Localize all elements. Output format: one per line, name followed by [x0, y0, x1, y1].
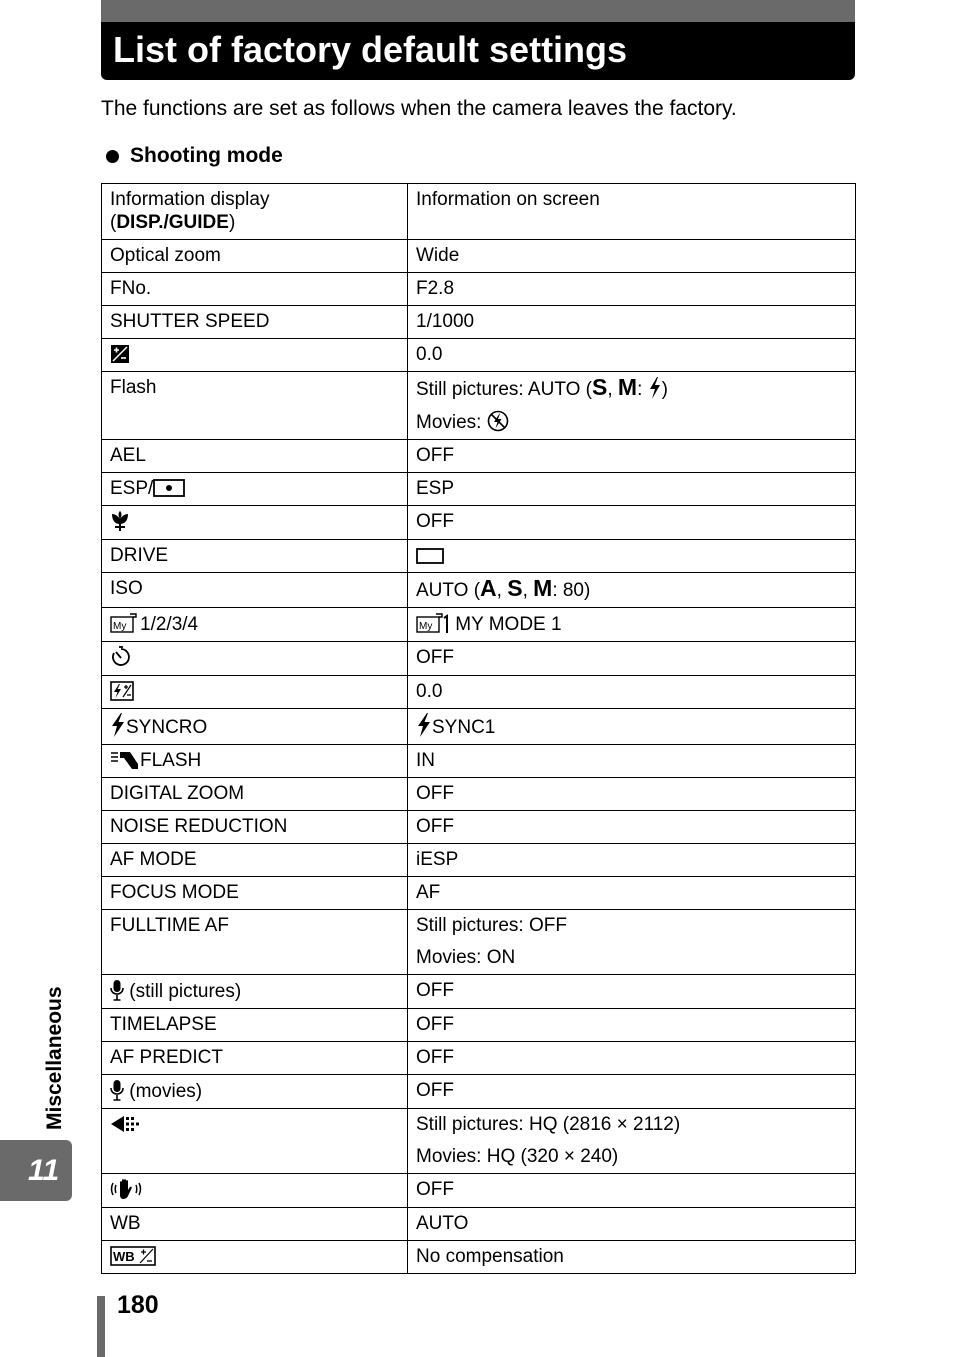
- chapter-side-label: Miscellaneous: [43, 986, 66, 1130]
- setting-value: OFF: [408, 1075, 856, 1109]
- setting-value: 1/1000: [408, 306, 856, 339]
- single-frame-icon: [416, 547, 444, 565]
- microphone-icon: [110, 979, 124, 1001]
- setting-label: DIGITAL ZOOM: [102, 778, 408, 811]
- setting-value: OFF: [408, 1042, 856, 1075]
- setting-value: OFF: [408, 778, 856, 811]
- setting-label: FNo.: [102, 273, 408, 306]
- chapter-number: 11: [28, 1154, 60, 1187]
- external-flash-icon: [110, 750, 140, 770]
- setting-value: My MY MODE 1: [408, 608, 856, 642]
- spot-metering-icon: [153, 478, 185, 498]
- setting-label: (still pictures): [102, 975, 408, 1009]
- setting-value: AF: [408, 877, 856, 910]
- exposure-compensation-icon: [110, 344, 130, 364]
- setting-label: ISO: [102, 573, 408, 608]
- setting-label: [102, 1109, 408, 1174]
- settings-table: [101, 183, 856, 1274]
- table-row: [102, 642, 856, 676]
- page-number: 180: [117, 1291, 159, 1319]
- flash-icon: [648, 377, 662, 399]
- table-row: [102, 745, 856, 778]
- section-heading-text: Shooting mode: [130, 144, 283, 167]
- setting-label: [102, 676, 408, 709]
- svg-text:My: My: [113, 621, 127, 632]
- table-row: [102, 273, 856, 306]
- setting-label: [102, 1241, 408, 1274]
- macro-icon: [110, 510, 130, 532]
- table-row: [102, 506, 856, 540]
- bullet-icon: [106, 150, 119, 163]
- setting-value: Information on screen: [408, 184, 856, 240]
- table-row: [102, 1174, 856, 1208]
- section-heading: [106, 142, 283, 170]
- setting-label: NOISE REDUCTION: [102, 811, 408, 844]
- setting-value: AUTO (A, S, M: 80): [408, 573, 856, 608]
- setting-label: [102, 642, 408, 676]
- image-quality-icon: [110, 1114, 142, 1134]
- setting-label: DRIVE: [102, 540, 408, 573]
- setting-value: OFF: [408, 975, 856, 1009]
- flash-icon: [110, 713, 126, 737]
- setting-value: 0.0: [408, 339, 856, 372]
- setting-value: F2.8: [408, 273, 856, 306]
- setting-label: [102, 1174, 408, 1208]
- setting-value: OFF: [408, 642, 856, 676]
- setting-label: SYNCRO: [102, 709, 408, 745]
- setting-label: Information display (DISP./GUIDE): [102, 184, 408, 240]
- chapter-tab: [0, 1140, 72, 1201]
- intro-text: The functions are set as follows when the camera leaves the factory.: [101, 97, 737, 120]
- setting-label: AF PREDICT: [102, 1042, 408, 1075]
- table-row: [102, 473, 856, 506]
- table-row: [102, 844, 856, 877]
- table-row: [102, 306, 856, 339]
- setting-label: Optical zoom: [102, 240, 408, 273]
- setting-value: OFF: [408, 1009, 856, 1042]
- table-row: [102, 540, 856, 573]
- table-row: [102, 811, 856, 844]
- setting-label: FOCUS MODE: [102, 877, 408, 910]
- table-row: [102, 910, 856, 975]
- setting-label: SHUTTER SPEED: [102, 306, 408, 339]
- setting-label: (movies): [102, 1075, 408, 1109]
- flash-icon: [416, 713, 432, 737]
- table-row: [102, 339, 856, 372]
- flash-off-icon: [487, 410, 509, 432]
- table-row: [102, 1009, 856, 1042]
- table-row: [102, 1075, 856, 1109]
- setting-label: ESP/: [102, 473, 408, 506]
- table-row: [102, 975, 856, 1009]
- svg-text:WB: WB: [113, 1249, 135, 1264]
- setting-label: WB: [102, 1208, 408, 1241]
- image-stabilizer-icon: [110, 1178, 142, 1200]
- page-title: List of factory default settings: [113, 29, 628, 70]
- my-mode-icon: [110, 612, 140, 634]
- setting-label: Flash: [102, 372, 408, 440]
- setting-label: FULLTIME AF: [102, 910, 408, 975]
- setting-value: Wide: [408, 240, 856, 273]
- table-row: [102, 676, 856, 709]
- table-row: [102, 573, 856, 608]
- setting-value: AUTO: [408, 1208, 856, 1241]
- flash-compensation-icon: [110, 681, 134, 701]
- table-row: [102, 778, 856, 811]
- setting-value: Still pictures: OFF Movies: ON: [408, 910, 856, 975]
- table-row: [102, 1109, 856, 1174]
- table-row: [102, 1208, 856, 1241]
- setting-value: SYNC1: [408, 709, 856, 745]
- table-row: [102, 372, 856, 440]
- setting-value: OFF: [408, 1174, 856, 1208]
- setting-value: ESP: [408, 473, 856, 506]
- setting-value: No compensation: [408, 1241, 856, 1274]
- setting-label: AF MODE: [102, 844, 408, 877]
- setting-value: Still pictures: HQ (2816 × 2112) Movies: HQ (320 × 240): [408, 1109, 856, 1174]
- setting-value: Still pictures: AUTO (S, M: ) Movies:: [408, 372, 856, 440]
- table-row: [102, 184, 856, 240]
- setting-value: OFF: [408, 506, 856, 540]
- setting-label: FLASH: [102, 745, 408, 778]
- page-number-bar: [97, 1296, 105, 1357]
- setting-value: 0.0: [408, 676, 856, 709]
- title-bar: [101, 0, 855, 80]
- wb-compensation-icon: [110, 1246, 156, 1266]
- setting-value: OFF: [408, 440, 856, 473]
- table-row: [102, 877, 856, 910]
- self-timer-icon: [110, 646, 132, 668]
- table-row: [102, 1241, 856, 1274]
- table-row: [102, 440, 856, 473]
- setting-label: My 1/2/3/4: [102, 608, 408, 642]
- setting-value: [408, 540, 856, 573]
- microphone-icon: [110, 1079, 124, 1101]
- table-row: [102, 240, 856, 273]
- title-top-strip: [101, 0, 855, 22]
- svg-text:My: My: [419, 621, 433, 632]
- setting-label: [102, 339, 408, 372]
- setting-label: AEL: [102, 440, 408, 473]
- setting-label: TIMELAPSE: [102, 1009, 408, 1042]
- setting-value: OFF: [408, 811, 856, 844]
- setting-value: iESP: [408, 844, 856, 877]
- table-row: [102, 1042, 856, 1075]
- setting-value: IN: [408, 745, 856, 778]
- setting-label: [102, 506, 408, 540]
- my-mode-1-icon: [416, 612, 450, 634]
- table-row: [102, 709, 856, 745]
- table-row: [102, 608, 856, 642]
